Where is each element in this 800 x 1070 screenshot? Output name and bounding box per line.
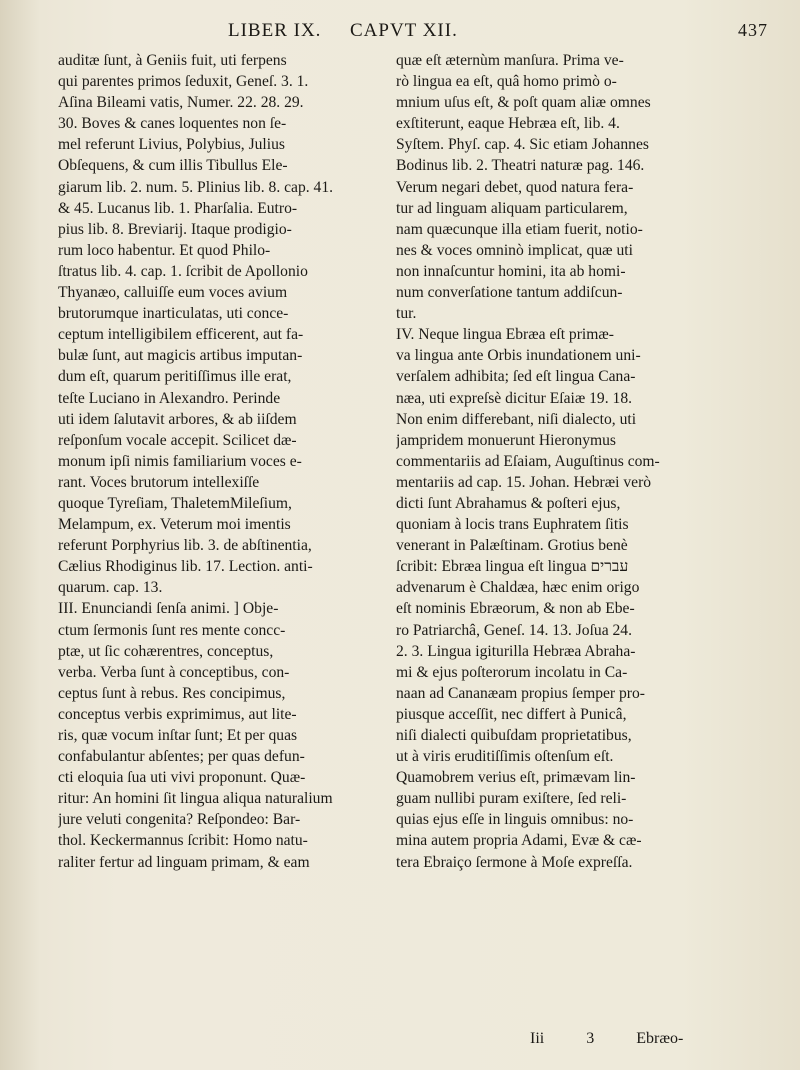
text-line: num converſatione tantum addiſcun- (396, 284, 623, 302)
text-line: verſalem adhibita; ſed eſt lingua Cana- (396, 368, 636, 386)
text-line: qui parentes primos ſeduxit, Geneſ. 3. 1. (58, 73, 309, 91)
text-line: ctum ſermonis ſunt res mente concc- (58, 621, 286, 639)
text-line: piusque acceſſit, nec differt à Punicâ, (396, 705, 627, 723)
text-line: referunt Porphyrius lib. 3. de abſtinentia, (58, 537, 312, 555)
text-line: Non enim differebant, niſi dialecto, uti (396, 410, 637, 428)
text-line: bulæ ſunt, aut magicis artibus imputan- (58, 347, 303, 365)
text-line: Bodinus lib. 2. Theatri naturæ pag. 146. (396, 157, 645, 175)
text-line: teſte Luciano in Alexandro. Perinde (58, 389, 281, 407)
text-line: ro Patriarchâ, Geneſ. 14. 13. Joſua 24. (396, 621, 633, 639)
text-line: 30. Boves & canes loquentes non ſe- (58, 115, 287, 133)
text-line: rò lingua ea eſt, quâ homo primò o- (396, 73, 617, 91)
signature-mark: Iii (530, 1030, 545, 1047)
text-line: commentariis ad Eſaiam, Auguſtinus com- (396, 452, 660, 470)
text-line: rum loco habentur. Et quod Philo- (58, 241, 271, 259)
text-line: ſcribit: Ebræa lingua eſt lingua עברים (396, 558, 629, 576)
text-line: ptæ, ut ſic cohærentres, conceptus, (58, 642, 274, 660)
text-line: confabulantur abſentes; per quas defun- (58, 748, 305, 766)
text-line: tera Ebraiço ſermone à Moſe expreſſa. (396, 853, 633, 871)
text-line: mentariis ad cap. 15. Johan. Hebræi verò (396, 473, 652, 491)
text-line: Obſequens, & cum illis Tibullus Ele- (58, 157, 288, 175)
text-line: Melampum, ex. Veterum moi imentis (58, 516, 291, 534)
text-line: 2. 3. Lingua igiturilla Hebræa Abraha- (396, 642, 636, 660)
text-line: IV. Neque lingua Ebræa eſt primæ- (396, 326, 614, 344)
text-line: raliter fertur ad linguam primam, & eam (58, 853, 310, 871)
text-line: quarum. cap. 13. (58, 579, 163, 597)
text-line: ritur: An homini ſit lingua aliqua naturalium (58, 790, 333, 808)
text-line: nes & voces omninò implicat, quæ uti (396, 241, 633, 259)
text-line: naan ad Cananæam propius ſemper pro- (396, 684, 645, 702)
text-line: giarum lib. 2. num. 5. Plinius lib. 8. cap. 41. (58, 178, 334, 196)
page-footer (530, 1030, 721, 1048)
text-line: Syſtem. Phyſ. cap. 4. Sic etiam Johannes (396, 136, 649, 154)
text-line: & 45. Lucanus lib. 1. Pharſalia. Eutro- (58, 199, 298, 217)
text-line: verba. Verba ſunt à conceptibus, con- (58, 663, 290, 681)
text-line: non innaſcuntur homini, ita ab homi- (396, 262, 626, 280)
text-line: Aſina Bileami vatis, Numer. 22. 28. 29. (58, 94, 304, 112)
left-column (58, 50, 390, 873)
text-line: pius lib. 8. Breviarij. Itaque prodigio- (58, 220, 292, 238)
text-line: tur. (396, 305, 417, 323)
text-line: quoque Tyreſiam, ThaletemMileſium, (58, 494, 292, 512)
text-line: Cælius Rhodiginus lib. 17. Lection. anti- (58, 558, 313, 576)
text-line: nam quæcunque illa etiam fuerit, notio- (396, 220, 643, 238)
text-line: ris, quæ vocum inſtar ſunt; Et per quas (58, 727, 298, 744)
text-line: cti eloquia ſua uti vivi proponunt. Quæ- (58, 769, 306, 787)
text-line: monum ipſi nimis familiarium voces e- (58, 452, 302, 470)
text-line: quias ejus eſſe in linguis omnibus: no- (396, 811, 634, 829)
text-line: venerant in Palæſtinam. Grotius benè (396, 537, 628, 555)
text-line: III. Enunciandi ſenſa animi. ] Obje- (58, 600, 279, 618)
catchword: Ebræo- (636, 1030, 684, 1047)
text-line: thol. Keckermannus ſcribit: Homo natu- (58, 832, 308, 850)
signature-number: 3 (586, 1030, 595, 1047)
text-line: Thyanæo, calluiſſe eum voces avium (58, 284, 288, 302)
text-line: ut à viris eruditiſſimis oſtenſum eſt. (396, 748, 614, 766)
text-line: mel referunt Livius, Polybius, Julius (58, 136, 285, 154)
text-line: mi & ejus poſterorum incolatu in Ca- (396, 663, 628, 681)
text-line: auditæ ſunt, à Geniis fuit, uti ferpens (58, 52, 287, 69)
text-line: mina autem propria Adami, Evæ & cæ- (396, 832, 642, 850)
text-line: advenarum è Chaldæa, hæc enim origo (396, 579, 640, 597)
text-line: mnium uſus eſt, & poſt quam aliæ omnes (396, 94, 651, 112)
text-line: jure veluti congenita? Reſpondeo: Bar- (58, 811, 301, 829)
page-number: 437 (738, 20, 768, 40)
text-line: quoniam à locis trans Euphratem ſitis (396, 516, 629, 534)
text-line: conceptus verbis exprimimus, aut lite- (58, 705, 297, 723)
text-line: ceptum intelligibilem efficerent, aut fa- (58, 326, 304, 344)
text-line: reſponſum vocale accepit. Scilicet dæ- (58, 431, 297, 449)
text-line: Verum negari debet, quod natura fera- (396, 178, 634, 196)
right-column (396, 50, 734, 873)
text-line: Quamobrem verius eſt, primævam lin- (396, 769, 636, 787)
text-line: uti idem ſalutavit arbores, & ab iiſdem (58, 410, 297, 428)
text-line: dicti ſunt Abrahamus & poſteri ejus, (396, 494, 621, 512)
text-line: ſtratus lib. 4. cap. 1. ſcribit de Apollonio (58, 262, 308, 280)
text-line: quæ eſt æternùm manſura. Prima ve- (396, 52, 624, 69)
text-line: næa, uti expreſsè dicitur Eſaiæ 19. 18. (396, 389, 633, 407)
text-line: jampridem monuerunt Hieronymus (396, 431, 617, 449)
chapter-title: CAPVT XII. (350, 20, 458, 41)
running-header (60, 14, 780, 44)
text-line: tur ad linguam aliquam particularem, (396, 199, 628, 217)
text-line: dum eſt, quarum peritiſſimus ille erat, (58, 368, 292, 386)
text-line: exſtiterunt, eaque Hebræa eſt, lib. 4. (396, 115, 620, 133)
text-line: eſt nominis Ebræorum, & non ab Ebe- (396, 600, 635, 618)
text-line: ceptus ſunt à rebus. Res concipimus, (58, 684, 286, 702)
book-title: LIBER IX. (228, 20, 322, 41)
text-line: niſi dialecti quibuſdam proprietatibus, (396, 727, 632, 744)
text-line: va lingua ante Orbis inundationem uni- (396, 347, 641, 365)
text-line: guam nullibi puram exiſtere, ſed reli- (396, 790, 627, 808)
text-line: brutorumque inarticulatas, uti conce- (58, 305, 289, 323)
text-line: rant. Voces brutorum intellexiſſe (58, 473, 260, 491)
